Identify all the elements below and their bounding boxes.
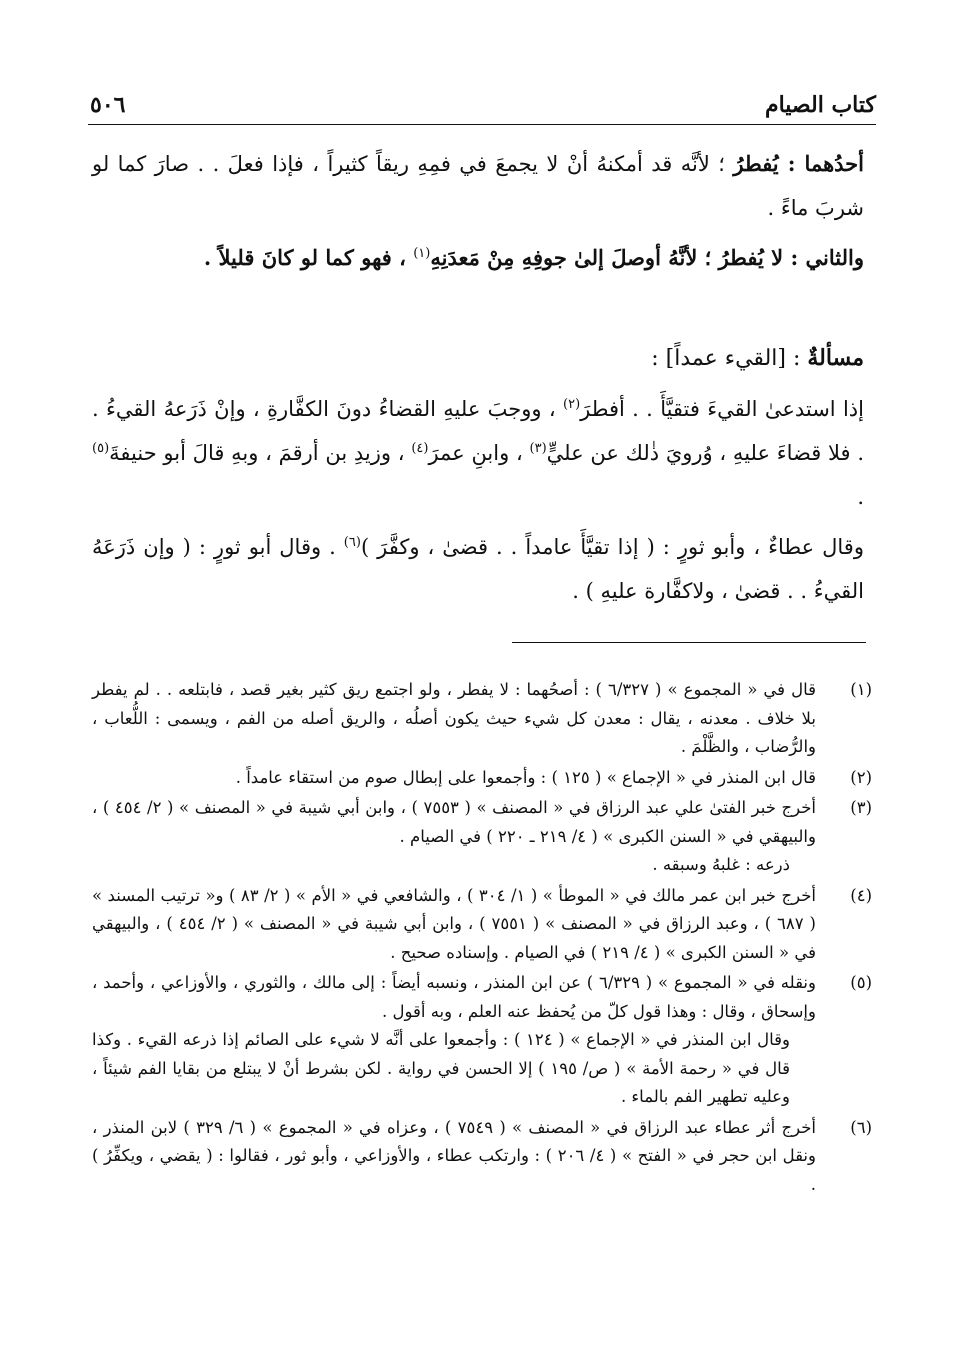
footnote-ref-5: (٥): [92, 441, 110, 456]
footnote-5: [92, 969, 872, 1112]
footnote-3: [92, 794, 872, 880]
issue-heading: [92, 336, 864, 381]
footnote-ref-3: (٣): [529, 441, 547, 456]
footnote-1: [92, 676, 872, 762]
footnotes: [92, 676, 872, 1201]
footnote-text: أخرج خبر الفتىٰ علي عبد الرزاق في « المصنف » ( ٧٥٥٣ ) ، وابن أبي شيبة في « المصنف » ( ٢/ ٤٥٤ ) ، والبيهقي في « السنن الكبرى » ( ٤/ ٢١٩ ـ ٢٢٠ ) في الصيام .: [92, 798, 816, 846]
header-rule: [88, 124, 876, 125]
first-opinion-text: ؛ لأنَّه قد أمكنهُ أنْ لا يجمعَ في فمِهِ ريقاً كثيراً ، فإذا فعلَ . . صارَ كما لو شربَ ماءً .: [92, 152, 864, 220]
footnote-number: (٥): [850, 973, 872, 992]
text-run: ، وزيدِ بن أرقمَ ، وبهِ قالَ أبو حنيفةَ: [109, 441, 412, 465]
footnote-ref-6: (٦): [343, 535, 361, 550]
footnote-text: قال ابن المنذر في « الإجماع » ( ١٢٥ ) : وأجمعوا على إبطال صوم من استقاء عامداً .: [235, 767, 816, 787]
footnote-number: (٤): [850, 885, 872, 905]
page-number: ٥٠٦: [90, 92, 126, 118]
footnote-6: [92, 1114, 872, 1200]
paragraph-second-opinion: [92, 236, 864, 280]
footnote-2: [92, 764, 872, 793]
footnote-text: أخرج خبر ابن عمر مالك في « الموطأ » ( ١/ ٣٠٤ ) ، والشافعي في « الأم » ( ٢/ ٨٣ ) و« ترتيب المسند » ( ٦٨٧ ) ، وعبد الرزاق في « المصنف » ( ٧٥٥١ ) ، وابن أبي شيبة في « المصنف » ( ٢/ ٤٥٤ ) ، والبيهقي في « السنن الكبرى » ( ٤/ ٢١٩ ) في الصيام . وإسناده صحيح .: [92, 885, 816, 962]
footnote-text: ونقله في « المجموع » ( ٦/٣٢٩ ) عن ابن المنذر ، ونسبه أيضاً : إلى مالك ، والثوري ، والأوزاعي ، وأحمد ، وإسحاق ، وقال : وهذا قول كلّ من يُحفظ عنه العلم ، وبه أقول .: [92, 973, 816, 1021]
footnote-number: (٢): [850, 767, 872, 787]
footnote-separator: [512, 642, 866, 643]
second-opinion-lead: والثاني : لا يُفطرُ: [718, 245, 864, 270]
footnote-number: (١): [850, 680, 872, 699]
running-header-title: كتاب الصيام: [764, 92, 876, 118]
footnote-4: [92, 882, 872, 968]
footnote-number: (٦): [850, 1117, 872, 1137]
second-opinion-text: ؛ لأنَّهُ أوصلَ إلىٰ جوفِهِ مِنْ مَعدَنِهِ: [430, 245, 719, 270]
footnote-text: قال في « المجموع » ( ٦/٣٢٧ ) : أصحُهما : لا يفطر ، ولو اجتمع ريق كثير بغير قصد ، فابتلعه . . لم يفطر بلا خلاف . معدنه ، يقال : معدن كل شيء حيث يكون أصلُه ، والريق أصله من الفم ، ويسمى : اللُّعاب ، والرُّضاب ، والظَّلْمَ .: [92, 680, 816, 756]
footnote-text: ذرعه : غلبهُ وسبقه .: [652, 855, 790, 874]
text-run: إذا استدعىٰ القيءَ فتقيَّأَ . . أفطرَ: [580, 397, 864, 421]
text-run: ، ووجبَ عليهِ القضاءُ دونَ الكفَّارةِ ، وإنْ ذَرَعهُ القيءُ . . فلا قضاءَ عليهِ ، وُرويَ ذٰلك عن عليٍّ: [92, 397, 864, 465]
first-opinion-lead: أحدُهما : يُفطرُ: [733, 151, 865, 176]
text-run: . وقال أبو ثورٍ : ( وإن ذَرَعَهُ القيءُ . . قضىٰ ، ولاكفَّارة عليهِ ) .: [92, 535, 864, 603]
text-run: ، وابنِ عمرَ: [428, 441, 530, 465]
paragraph-vomiting-ruling: [92, 387, 864, 519]
footnote-number: (٣): [850, 798, 872, 817]
footnote-ref-1: (١): [413, 246, 431, 261]
footnote-ref-2: (٢): [563, 397, 581, 412]
second-opinion-text-end: ، فهو كما لو كانَ قليلاً .: [203, 245, 414, 270]
paragraph-ata-abu-thawr: [92, 525, 864, 613]
paragraph-first-opinion: [92, 142, 864, 230]
issue-title: : [القيء عمداً] :: [651, 346, 808, 371]
footnote-text: وقال ابن المنذر في « الإجماع » ( ١٢٤ ) : وأجمعوا على أنَّه لا شيء على الصائم إذا ذرعه القيء . وكذا قال في « رحمة الأمة » ( ص/ ١٩٥ ) إلا الحسن في رواية . لكن بشرط أنْ لا يبتلع من بقايا الفم شيئاً ، وعليه تطهير الفم بالماء .: [92, 1030, 791, 1106]
footnote-text: أخرج أثر عطاء عبد الرزاق في « المصنف » ( ٧٥٤٩ ) ، وعزاه في « المجموع » ( ٦/ ٣٢٩ ) لابن المنذر ، ونقل ابن حجر في « الفتح » ( ٤/ ٢٠٦ ) : وارتكب عطاء ، والأوزاعي ، وأبو ثور ، فقالوا : ( يقضي ، ويكفِّرُ ) .: [92, 1117, 816, 1194]
issue-word: مسألةٌ: [807, 345, 864, 371]
main-text: [92, 142, 864, 613]
footnote-ref-4: (٤): [411, 441, 429, 456]
text-run: وقال عطاءٌ ، وأبو ثورٍ : ( إذا تقيَّأَ عامداً . . قضىٰ ، وكفَّرَ ): [360, 535, 864, 559]
text-run: .: [857, 485, 864, 509]
